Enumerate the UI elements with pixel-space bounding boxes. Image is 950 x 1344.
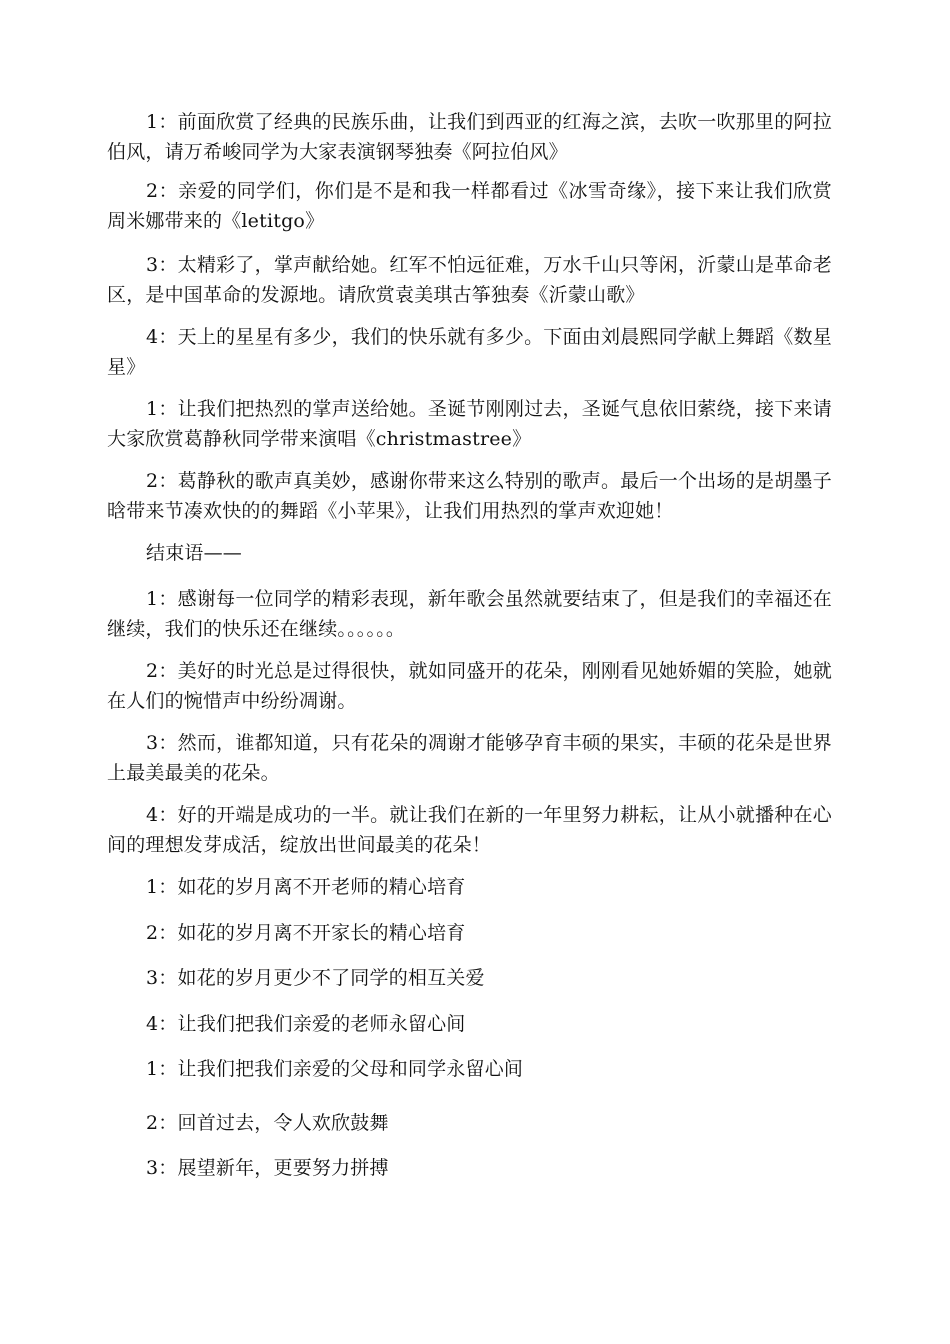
paragraph-1: 1：前面欣赏了经典的民族乐曲，让我们到西亚的红海之滨，去吹一吹那里的阿拉伯风，请万希峻同学为大家表演钢琴独奏《阿拉伯风》: [107, 111, 832, 163]
paragraph-10: 4：好的开端是成功的一半。就让我们在新的一年里努力耕耘，让从小就播种在心间的理想发芽成活，绽放出世间最美的花朵！: [107, 804, 832, 856]
paragraph-5: 1：让我们把热烈的掌声送给她。圣诞节刚刚过去，圣诞气息依旧萦绕，接下来请大家欣赏葛静秋同学带来演唱《christmastree》: [107, 398, 832, 450]
section-heading-closing: 结束语——: [146, 542, 243, 564]
paragraph-2: 2：亲爱的同学们，你们是不是和我一样都看过《冰雪奇缘》，接下来让我们欣赏周米娜带来的《letitgo》: [107, 180, 832, 232]
paragraph-13: 3：如花的岁月更少不了同学的相互关爱: [146, 967, 485, 989]
paragraph-9: 3：然而，谁都知道，只有花朵的凋谢才能够孕育丰硕的果实，丰硕的花朵是世界上最美最美的花朵。: [107, 732, 832, 784]
paragraph-7: 1：感谢每一位同学的精彩表现，新年歌会虽然就要结束了，但是我们的幸福还在继续，我们的快乐还在继续。。。。。。: [107, 588, 832, 640]
paragraph-4: 4：天上的星星有多少，我们的快乐就有多少。下面由刘晨熙同学献上舞蹈《数星星》: [107, 326, 832, 378]
paragraph-12: 2：如花的岁月离不开家长的精心培育: [146, 922, 466, 944]
paragraph-15: 1：让我们把我们亲爱的父母和同学永留心间: [146, 1058, 524, 1080]
paragraph-11: 1：如花的岁月离不开老师的精心培育: [146, 876, 466, 898]
paragraph-14: 4：让我们把我们亲爱的老师永留心间: [146, 1013, 466, 1035]
paragraph-8: 2：美好的时光总是过得很快，就如同盛开的花朵，刚刚看见她娇媚的笑脸，她就在人们的惋惜声中纷纷凋谢。: [107, 660, 832, 712]
paragraph-17: 3：展望新年，更要努力拼搏: [146, 1157, 389, 1179]
paragraph-3: 3：太精彩了，掌声献给她。红军不怕远征难，万水千山只等闲，沂蒙山是革命老区，是中国革命的发源地。请欣赏袁美琪古筝独奏《沂蒙山歌》: [107, 254, 832, 306]
paragraph-16: 2：回首过去，令人欢欣鼓舞: [146, 1112, 389, 1134]
paragraph-6: 2：葛静秋的歌声真美妙，感谢你带来这么特别的歌声。最后一个出场的是胡墨子晗带来节凑欢快的的舞蹈《小苹果》，让我们用热烈的掌声欢迎她！: [107, 470, 832, 522]
